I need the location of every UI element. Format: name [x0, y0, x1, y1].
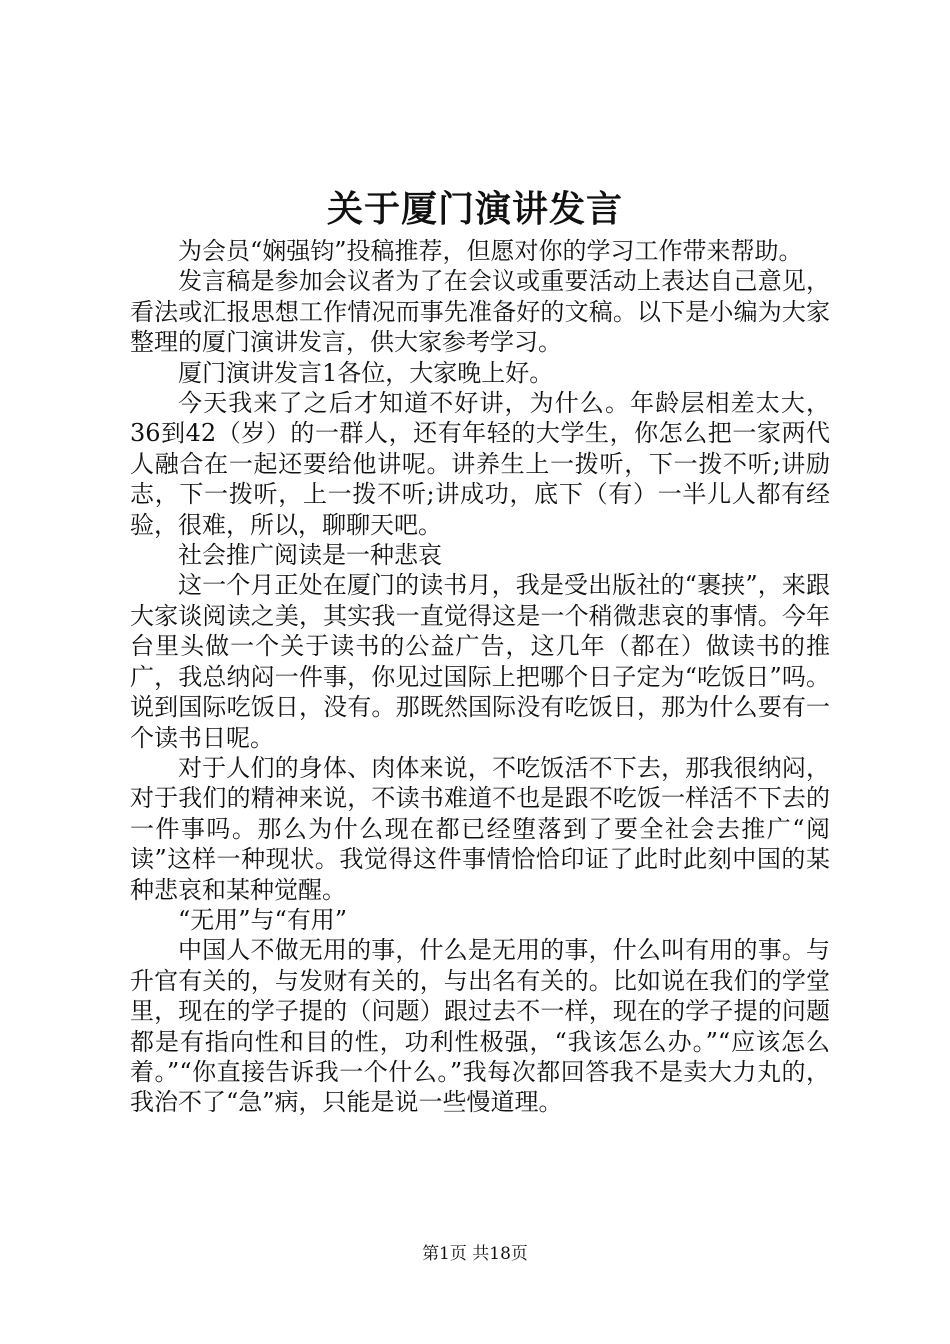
section-heading-reading-sadness: 社会推广阅读是一种悲哀	[178, 541, 442, 570]
paragraph-useless-things: 中国人不做无用的事，什么是无用的事，什么叫有用的事。与升官有关的，与发财有关的，与出名有关的。比如说在我们的学堂里，现在的学子提的（问题）跟过去不一样，现在的学子提的问题都是有指向性和目的性，功利性极强，“我该怎么办。”“应该怎么着。”“你直接告诉我一个什么。”我每次都回答我不是卖大力丸的，我治不了“急”病，只能是说一些慢道理。	[130, 936, 830, 1117]
paragraph-recommendation: 为会员“娴强钧”投稿推荐，但愿对你的学习工作带来帮助。	[178, 237, 803, 265]
document-body	[130, 236, 830, 1118]
section-heading-useless-useful: “无用”与“有用”	[178, 905, 348, 934]
page-footer: 第1页 共18页	[422, 1244, 528, 1264]
document-title: 关于厦门演讲发言	[326, 188, 623, 230]
paragraph-speech-1-opening: 厦门演讲发言1各位，大家晚上好。	[178, 358, 554, 387]
paragraph-age-groups: 今天我来了之后才知道不好讲，为什么。年龄层相差太大，36到42（岁）的一群人，还有年轻的大学生，你怎么把一家两代人融合在一起还要给他讲呢。讲养生上一拨听，下一拨不听;讲励志，下一拨听，上一拨不听;讲成功，底下（有）一半儿人都有经验，很难，所以，聊聊天吧。	[130, 389, 830, 539]
paragraph-reading-month: 这一个月正处在厦门的读书月，我是受出版社的“裹挟”，来跟大家谈阅读之美，其实我一直觉得这是一个稍微悲哀的事情。今年台里头做一个关于读书的公益广告，这几年（都在）做读书的推广，我总纳闷一件事，你见过国际上把哪个日子定为“吃饭日”吗。说到国际吃饭日，没有。那既然国际没有吃饭日，那为什么要有一个读书日呢。	[130, 571, 830, 752]
paragraph-intro: 发言稿是参加会议者为了在会议或重要活动上表达自己意见，看法或汇报思想工作情况而事先准备好的文稿。以下是小编为大家整理的厦门演讲发言，供大家参考学习。	[130, 267, 830, 357]
paragraph-spirit: 对于人们的身体、肉体来说，不吃饭活不下去，那我很纳闷，对于我们的精神来说，不读书难道不也是跟不吃饭一样活不下去的一件事吗。那么为什么现在都已经堕落到了要全社会去推广“阅读”这样一种现状。我觉得这件事情恰恰印证了此时此刻中国的某种悲哀和某种觉醒。	[130, 753, 830, 904]
